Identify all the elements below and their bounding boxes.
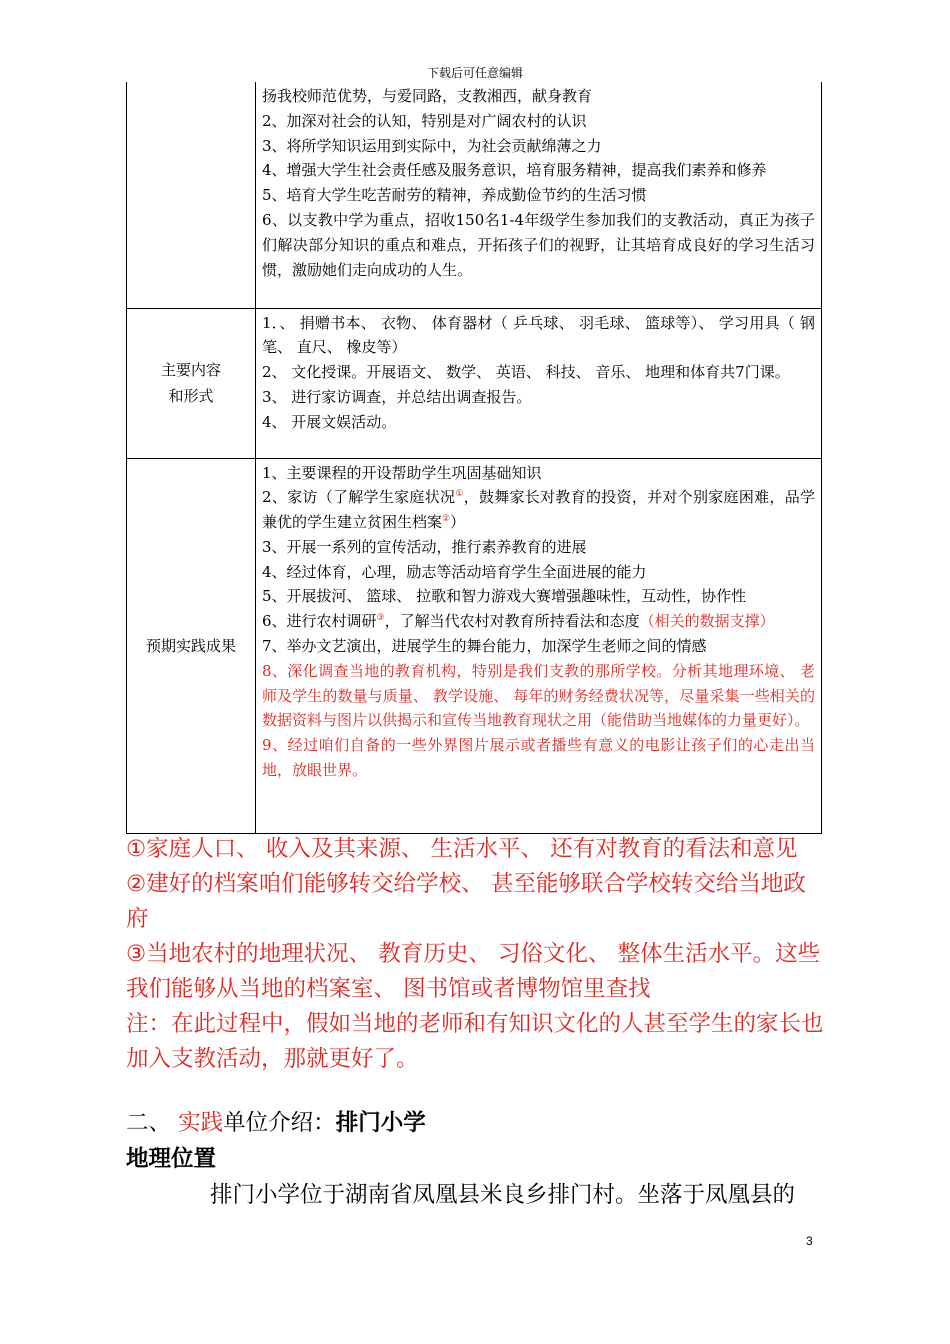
outcome-text: 2、家访（了解学生家庭状况: [262, 488, 456, 507]
outcome-line: 4、经过体育，心理，励志等活动培育学生全面进展的能力: [262, 562, 647, 581]
goals-label-cell: [127, 82, 256, 308]
outcome-text: ）: [450, 513, 466, 532]
content-form-label-line2: 和形式: [168, 387, 214, 405]
outcome-line: [262, 485, 815, 535]
content-line: 4、 开展文娱活动。: [262, 412, 397, 431]
section-heading: [126, 1106, 426, 1141]
footnote-marker-1: ①: [455, 489, 464, 500]
goals-content-cell: [256, 82, 822, 308]
outcome-text: 6、进行农村调研: [262, 612, 377, 631]
footnote-1: ①家庭人口、 收入及其来源、 生活水平、 还有对教育的看法和意见: [126, 836, 798, 862]
content-line: 2、 文化授课。开展语文、 数学、 英语、 科技、 音乐、 地理和体育共7门课。: [262, 363, 790, 382]
outcomes-label-cell: 预期实践成果: [127, 458, 256, 833]
content-form-label-cell: [127, 308, 256, 458]
section-number: 二、: [126, 1110, 179, 1136]
table-row-goals: [127, 82, 822, 308]
page-number: 3: [806, 1234, 813, 1248]
outcome-text: ，了解当代农村对教育所持看法和态度: [384, 612, 640, 631]
content-line: 3、 进行家访调查，并总结出调查报告。: [262, 387, 532, 406]
content-form-label-line1: 主要内容: [160, 361, 221, 379]
table-row-content-form: [127, 308, 822, 458]
footnote-marker-3: ③: [376, 613, 385, 624]
footnote-marker-2: ②: [442, 514, 451, 525]
outcome-line: 7、举办文艺演出，进展学生的舞台能力，加深学生老师之间的情感: [262, 637, 707, 656]
goal-line: 5、培育大学生吃苦耐劳的精神，养成勤俭节约的生活习惯: [262, 186, 647, 205]
footnotes: [126, 832, 826, 1077]
outcomes-cell: [256, 458, 822, 833]
outcome-line-red: 8、深化调查当地的教育机构，特别是我们支教的那所学校。分析其地理环境、 老师及学生的数量与质量、 教学设施、 每年的财务经费状况等，尽量采集一些相关的数据资料与图片以供揭示和宣传当地教育现状之用（能借助当地媒体的力量更好）。: [262, 661, 815, 730]
outcome-line: [262, 609, 815, 634]
outcome-text: ，鼓舞家长对教育的投资，并对个别家庭困难，品学兼优的学生建立贫困生档案: [262, 488, 815, 532]
plan-table: [126, 82, 822, 834]
footnote-3: ③当地农村的地理状况、 教育历史、 习俗文化、 整体生活水平。这些我们能够从当地的档案室、 图书馆或者博物馆里查找: [126, 941, 821, 1002]
goal-line: 6、以支教中学为重点，招收150名1-4年级学生参加我们的支教活动，真正为孩子们解决部分知识的重点和难点，开拓孩子们的视野，让其培育成良好的学习生活习惯，激励她们走向成功的人生。: [262, 210, 815, 279]
section-heading-strong: 排门小学: [335, 1110, 426, 1136]
section-heading-red: 实践: [178, 1110, 224, 1136]
body-paragraph: 排门小学位于湖南省凤凰县米良乡排门村。坐落于凤凰县的: [210, 1182, 796, 1208]
outcome-line: 3、开展一系列的宣传活动，推行素养教育的进展: [262, 537, 587, 556]
outcome-red-text: （相关的数据支撑）: [639, 612, 775, 631]
content-form-cell: [256, 308, 822, 458]
note: 注：在此过程中，假如当地的老师和有知识文化的人甚至学生的家长也加入支教活动，那就更好了。: [126, 1011, 824, 1072]
subheading: 地理位置: [126, 1146, 217, 1172]
outcome-line: 1、主要课程的开设帮助学生巩固基础知识: [262, 463, 542, 482]
footnote-2: ②建好的档案咱们能够转交给学校、 甚至能够联合学校转交给当地政府: [126, 871, 806, 932]
outcome-line-red: 9、经过咱们自备的一些外界图片展示或者播些有意义的电影让孩子们的心走出当地，放眼世界。: [262, 736, 815, 780]
table-row-outcomes: [127, 458, 822, 833]
goal-line: 扬我校师范优势，与爱同路，支教湘西，献身教育: [262, 87, 593, 105]
content-line: 1．、 捐赠书本、 衣物、 体育器材（ 乒乓球、 羽毛球、 篮球等）、 学习用具（ 钢笔、 直尺、 橡皮等）: [262, 313, 815, 357]
section-heading-text: 单位介绍：: [223, 1110, 336, 1136]
outcome-line: 5、开展拔河、 篮球、 拉歌和智力游戏大赛增强趣味性，互动性，协作性: [262, 587, 747, 606]
page-header: 下载后可任意编辑: [426, 66, 523, 80]
goal-line: 4、增强大学生社会责任感及服务意识，培育服务精神，提高我们素养和修养: [262, 161, 767, 180]
goal-line: 3、将所学知识运用到实际中，为社会贡献绵薄之力: [262, 136, 602, 155]
goal-line: 2、加深对社会的认知，特别是对广阔农村的认识: [262, 111, 587, 130]
